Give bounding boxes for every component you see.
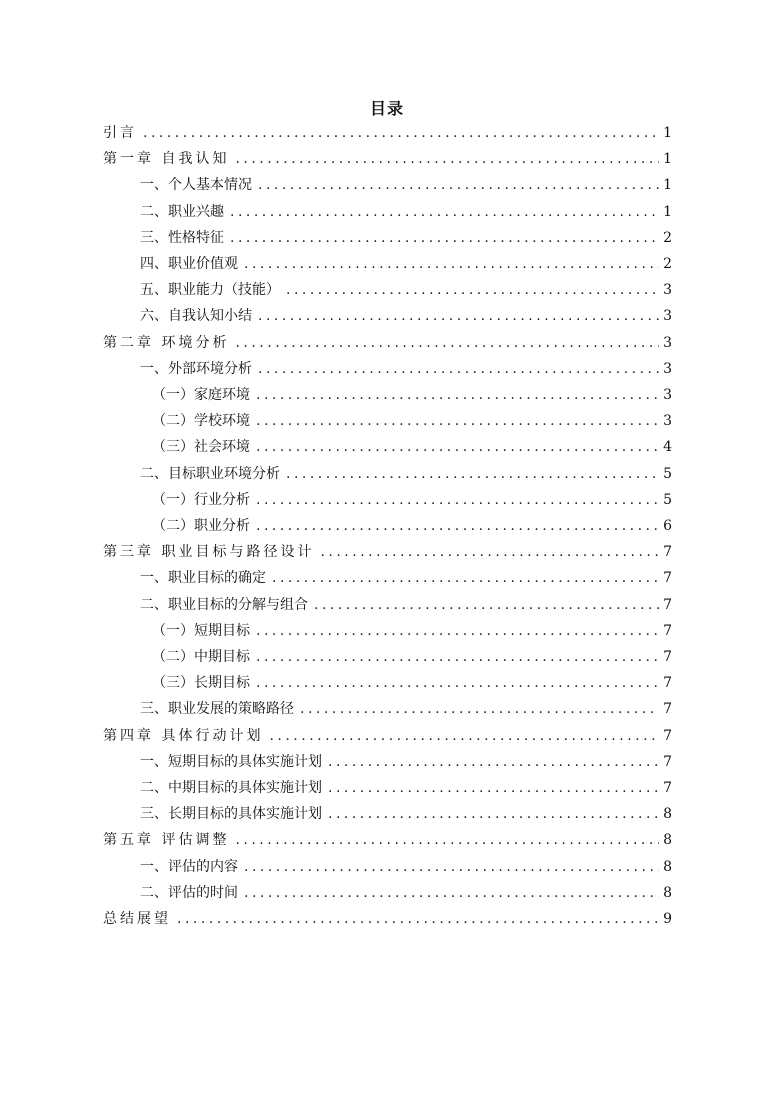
toc-entry-page-number: 8 — [663, 806, 672, 823]
toc-entry-label: 引言 — [103, 125, 137, 141]
toc-entry-label: （一）行业分析 — [152, 491, 250, 508]
toc-entry-page-number: 1 — [663, 125, 672, 141]
toc-entry-label: 四、职业价值观 — [140, 256, 238, 272]
toc-entry[interactable] — [152, 670, 672, 696]
toc-entry[interactable] — [140, 225, 672, 251]
toc-entry-label: 二、中期目标的具体实施计划 — [140, 780, 322, 796]
toc-entry[interactable] — [140, 356, 672, 382]
toc-entry-label: 三、职业发展的策略路径 — [140, 701, 294, 718]
toc-entry-label: （三）长期目标 — [152, 675, 250, 692]
toc-entry-label: 第一章 自我认知 — [103, 151, 230, 168]
toc-entry-label: 二、目标职业环境分析 — [140, 465, 280, 482]
toc-entry-label: 六、自我认知小结 — [140, 308, 252, 325]
toc-entry[interactable] — [103, 906, 672, 932]
toc-leader-dots — [235, 146, 659, 172]
toc-title: 目录 — [369, 99, 404, 118]
toc-entry[interactable] — [140, 592, 672, 618]
toc-entry[interactable] — [103, 539, 672, 565]
toc-entry-label: （一）家庭环境 — [152, 387, 250, 403]
toc-entry[interactable] — [152, 434, 672, 460]
toc-leader-dots — [328, 749, 659, 775]
toc-leader-dots — [256, 644, 659, 670]
toc-entry-page-number: 7 — [663, 727, 672, 744]
toc-leader-dots — [286, 461, 659, 487]
toc-entry[interactable] — [103, 120, 672, 146]
toc-entry[interactable] — [152, 618, 672, 644]
toc-entry[interactable] — [140, 461, 672, 487]
toc-leader-dots — [244, 251, 659, 277]
toc-entry[interactable] — [140, 696, 672, 722]
toc-leader-dots — [300, 696, 659, 722]
toc-entry[interactable] — [103, 827, 672, 853]
toc-leader-dots — [256, 513, 659, 539]
toc-entry-label: 第五章 评估调整 — [103, 832, 230, 849]
toc-entry-page-number: 8 — [663, 884, 672, 901]
toc-leader-dots — [314, 592, 659, 618]
toc-entry-label: 一、评估的内容 — [140, 858, 238, 875]
toc-entry[interactable] — [140, 277, 672, 303]
toc-leader-dots — [256, 408, 659, 434]
toc-entry-label: 五、职业能力（技能） — [140, 282, 280, 299]
toc-entry-page-number: 5 — [663, 465, 672, 482]
toc-leader-dots — [256, 487, 659, 513]
toc-entry[interactable] — [103, 330, 672, 356]
toc-entry-page-number: 7 — [663, 570, 672, 587]
toc-entry-label: 一、外部环境分析 — [140, 360, 252, 377]
toc-entry-page-number: 7 — [663, 701, 672, 718]
toc-entry[interactable] — [140, 801, 672, 827]
toc-entry-page-number: 7 — [663, 649, 672, 665]
toc-leader-dots — [328, 775, 659, 801]
toc-entry-label: 三、性格特征 — [140, 229, 224, 246]
toc-entry-page-number: 4 — [663, 439, 672, 456]
toc-entry-label: 一、职业目标的确定 — [140, 570, 266, 587]
toc-entry-page-number: 7 — [663, 596, 672, 613]
toc-leader-dots — [258, 172, 659, 198]
toc-leader-dots — [286, 277, 659, 303]
toc-entry-page-number: 7 — [663, 780, 672, 796]
toc-entry-page-number: 3 — [663, 334, 672, 351]
toc-entry[interactable] — [140, 251, 672, 277]
toc-entry[interactable] — [152, 382, 672, 408]
toc-entry-page-number: 3 — [663, 387, 672, 403]
toc-entry[interactable] — [140, 749, 672, 775]
toc-leader-dots — [256, 618, 659, 644]
toc-leader-dots — [256, 382, 659, 408]
toc-leader-dots — [328, 801, 659, 827]
toc-entry-label: （三）社会环境 — [152, 439, 250, 456]
toc-entry-page-number: 3 — [663, 282, 672, 299]
toc-entry[interactable] — [103, 723, 672, 749]
toc-entry-label: 第四章 具体行动计划 — [103, 727, 264, 744]
toc-entry-page-number: 3 — [663, 360, 672, 377]
toc-leader-dots — [230, 225, 659, 251]
toc-entry-label: 二、职业兴趣 — [140, 203, 224, 220]
toc-leader-dots — [143, 120, 659, 146]
toc-entry-page-number: 5 — [663, 491, 672, 508]
toc-entry-label: （一）短期目标 — [152, 622, 250, 639]
toc-entry[interactable] — [140, 303, 672, 329]
toc-entry-page-number: 1 — [663, 177, 672, 194]
toc-entry-page-number: 6 — [663, 518, 672, 534]
toc-entry-label: 总结展望 — [103, 911, 171, 927]
toc-entry-label: （二）学校环境 — [152, 413, 250, 430]
toc-entry-label: 二、评估的时间 — [140, 884, 238, 901]
toc-entry-label: 一、短期目标的具体实施计划 — [140, 753, 322, 770]
toc-entry[interactable] — [140, 199, 672, 225]
toc-entry[interactable] — [140, 854, 672, 880]
toc-entry[interactable] — [152, 644, 672, 670]
toc-leader-dots — [256, 670, 659, 696]
toc-entry-page-number: 3 — [663, 413, 672, 430]
toc-entry-label: 三、长期目标的具体实施计划 — [140, 806, 322, 823]
toc-entry-page-number: 1 — [663, 151, 672, 168]
toc-entry-page-number: 7 — [663, 544, 672, 561]
toc-entry[interactable] — [103, 146, 672, 172]
toc-entry-page-number: 3 — [663, 308, 672, 325]
toc-entry[interactable] — [140, 565, 672, 591]
toc-entry[interactable] — [152, 408, 672, 434]
toc-leader-dots — [258, 356, 659, 382]
toc-leader-dots — [256, 434, 659, 460]
toc-entry-label: 第二章 环境分析 — [103, 334, 230, 351]
toc-entry-page-number: 1 — [663, 203, 672, 220]
toc-entry[interactable] — [140, 880, 672, 906]
toc-leader-dots — [244, 854, 659, 880]
toc-entry-label: 一、个人基本情况 — [140, 177, 252, 194]
toc-entry[interactable] — [140, 172, 672, 198]
toc-leader-dots — [244, 880, 659, 906]
toc-entry[interactable] — [152, 513, 672, 539]
toc-entry-page-number: 9 — [663, 911, 672, 927]
toc-entry[interactable] — [140, 775, 672, 801]
toc-leader-dots — [235, 330, 659, 356]
toc-entry[interactable] — [152, 487, 672, 513]
toc-leader-dots — [272, 565, 659, 591]
toc-leader-dots — [235, 827, 659, 853]
toc-entry-page-number: 8 — [663, 832, 672, 849]
toc-entry-label: 第三章 职业目标与路径设计 — [103, 544, 315, 561]
toc-entry-page-number: 2 — [663, 256, 672, 272]
toc-leader-dots — [230, 199, 659, 225]
toc-leader-dots — [269, 723, 659, 749]
toc-entry-label: （二）职业分析 — [152, 518, 250, 534]
toc-entry-label: （二）中期目标 — [152, 649, 250, 665]
toc-entry-page-number: 7 — [663, 675, 672, 692]
toc-leader-dots — [258, 303, 659, 329]
toc-entry-label: 二、职业目标的分解与组合 — [140, 596, 308, 613]
toc-leader-dots — [320, 539, 659, 565]
toc-entry-page-number: 2 — [663, 229, 672, 246]
toc-entry-page-number: 7 — [663, 622, 672, 639]
toc-leader-dots — [177, 906, 659, 932]
toc-entry-page-number: 8 — [663, 858, 672, 875]
toc-entry-page-number: 7 — [663, 753, 672, 770]
